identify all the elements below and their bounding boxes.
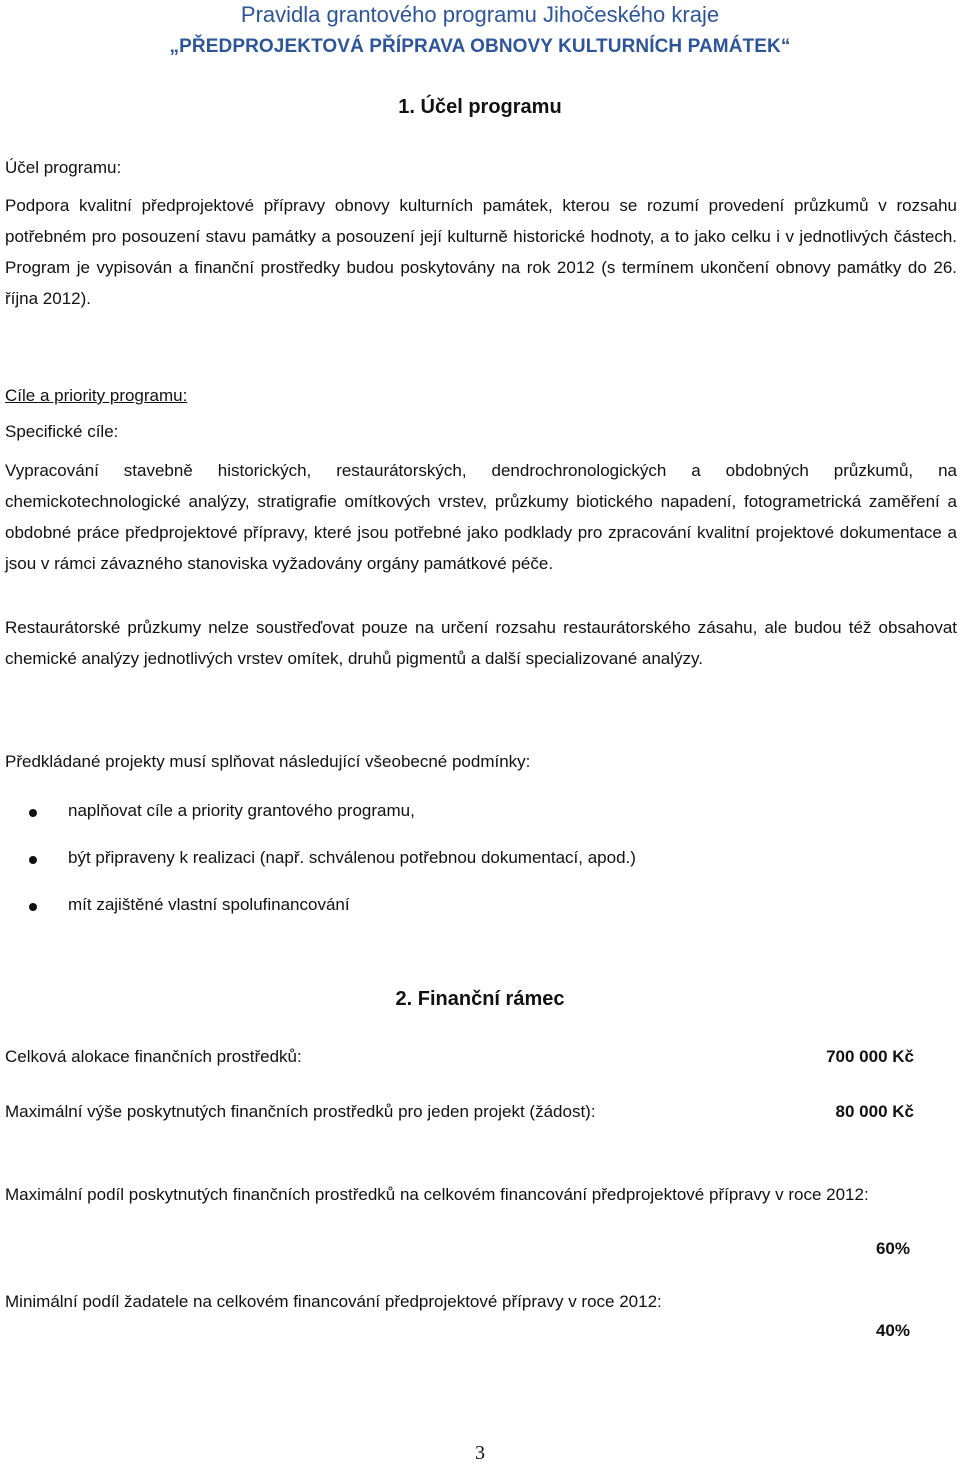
purpose-label: Účel programu: (5, 158, 122, 177)
min-share-value: 40% (875, 1321, 910, 1340)
section-2-heading: 2. Finanční rámec (395, 988, 565, 1010)
max-share-label: Maximální podíl poskytnutých finančních prostředků na celkovém financování předprojektové přípravy v roce 2012: (5, 1185, 869, 1204)
condition-item: naplňovat cíle a priority grantového programu, (68, 801, 415, 820)
bullet-dot (29, 856, 37, 864)
bullet-dot (29, 809, 37, 817)
specific-goals-label: Specifické cíle: (5, 422, 119, 441)
section-1-heading: 1. Účel programu (398, 96, 562, 118)
max-share-value: 60% (875, 1239, 910, 1258)
purpose-paragraph: Podpora kvalitní předprojektové přípravy obnovy kulturních památek, kterou se rozumí provedení průzkumů v rozsahu potřebném pro posouzení stavu památky a posouzení její kulturně historické hodnoty, a to jako celku i v jednotlivých částech. Program je vypisován a finanční prostředky budou poskytovány na rok 2012 (s termínem ukončení obnovy památky do 26. října 2012). (5, 196, 957, 308)
goals-label: Cíle a priority programu: (5, 386, 188, 405)
restoration-paragraph: Restaurátorské průzkumy nelze soustřeďovat pouze na určení rozsahu restaurátorského zásahu, ale budou též obsahovat chemické analýzy jednotlivých vrstev omítek, druhů pigmentů a další specializované analýzy. (5, 618, 957, 668)
total-allocation-value: 700 000 Kč (826, 1047, 914, 1066)
conditions-label: Předkládané projekty musí splňovat následující všeobecné podmínky: (5, 752, 531, 771)
document-title: Pravidla grantového programu Jihočeského kraje (240, 2, 720, 27)
condition-item: mít zajištěné vlastní spolufinancování (68, 895, 350, 914)
total-allocation-label: Celková alokace finančních prostředků: (5, 1047, 302, 1066)
max-amount-value: 80 000 Kč (835, 1102, 914, 1121)
specific-goals-paragraph: Vypracování stavebně historických, restaurátorských, dendrochronologických a obdobných průzkumů, na chemickotechnologické analýzy, stratigrafie omítkových vrstev, průzkumy biotického napadení, fotogrametrická zaměření a obdobné práce předprojektové přípravy, které jsou potřebné jako podklady pro zpracování kvalitní projektové dokumentace a jsou v rámci závazného stanoviska vyžadovány orgány památkové péče. (5, 461, 957, 573)
bullet-dot (29, 903, 37, 911)
max-amount-label: Maximální výše poskytnutých finančních prostředků pro jeden projekt (žádost): (5, 1102, 596, 1121)
min-share-label: Minimální podíl žadatele na celkovém financování předprojektové přípravy v roce 2012: (5, 1292, 662, 1311)
condition-item: být připraveny k realizaci (např. schválenou potřebnou dokumentací, apod.) (68, 848, 636, 867)
page-number: 3 (475, 1442, 485, 1464)
document-subtitle: „PŘEDPROJEKTOVÁ PŘÍPRAVA OBNOVY KULTURNÍCH PAMÁTEK“ (169, 36, 791, 57)
